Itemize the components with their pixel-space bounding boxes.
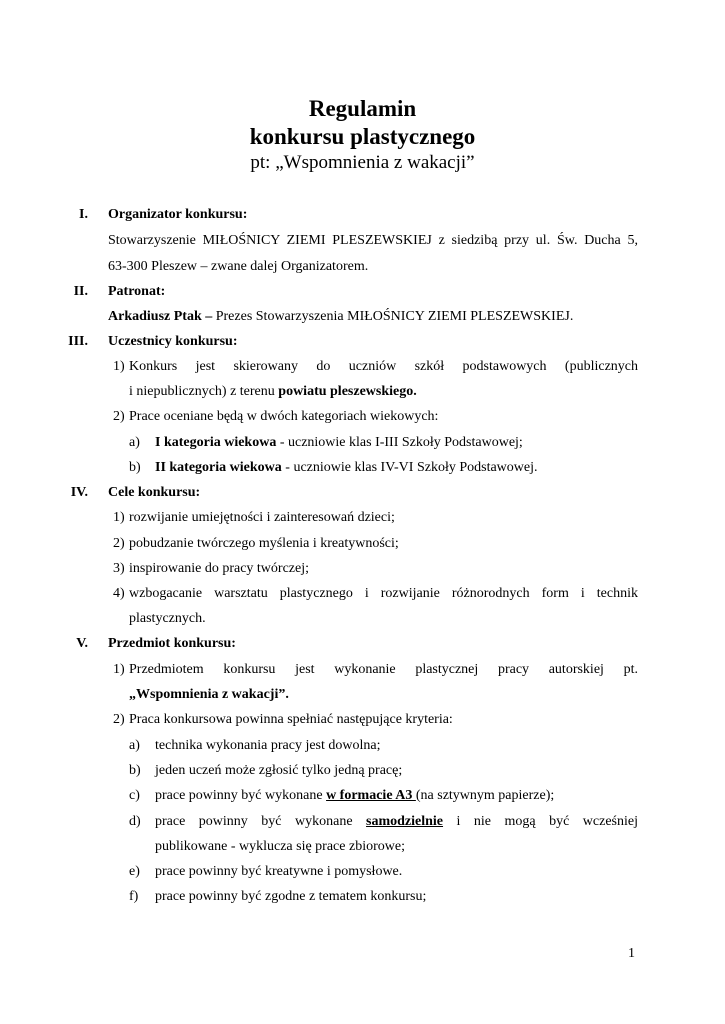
criteria-c-text-end: (na sztywnym papierze); [415, 788, 555, 803]
criteria-d [155, 813, 638, 831]
document-title: Regulamin [308, 96, 417, 121]
section-2-number: II. [73, 284, 88, 299]
section-2-patron-line [108, 308, 573, 326]
section-3-item-1-bold: powiatu pleszewskiego. [278, 384, 417, 399]
category-1-label: I kategoria wiekowa [155, 435, 277, 450]
criteria-b: jeden uczeń może zgłosić tylko jedną pracę; [155, 763, 403, 778]
section-1-line-2: 63-300 Pleszew – zwane dalej Organizatorem. [108, 259, 369, 274]
criteria-f: prace powinny być zgodne z tematem konkursu; [155, 889, 427, 904]
section-4-item-2-number: 2) [113, 536, 125, 551]
section-4-item-3-number: 3) [113, 561, 125, 576]
section-3-heading: Uczestnicy konkursu: [108, 334, 238, 349]
section-3-item-2-text: Prace oceniane będą w dwóch kategoriach wiekowych: [129, 409, 439, 424]
criteria-f-letter: f) [129, 889, 139, 904]
criteria-c-letter: c) [129, 788, 140, 803]
section-4-heading: Cele konkursu: [108, 485, 201, 500]
section-4-item-4-line-2: plastycznych. [129, 611, 206, 626]
section-1-heading: Organizator konkursu: [108, 207, 248, 222]
section-3-item-1-line-1: Konkurs jest skierowany do uczniów szkół podstawowych (publicznych [129, 359, 638, 374]
section-4-item-1-number: 1) [113, 510, 125, 525]
section-3-item-1-number: 1) [113, 359, 125, 374]
patron-name: Arkadiusz Ptak – [108, 309, 213, 324]
category-2-text: - uczniowie klas IV-VI Szkoły Podstawowej. [281, 460, 538, 475]
document-subtitle: pt: „Wspomnienia z wakacji” [250, 152, 475, 173]
section-1-number: I. [79, 207, 88, 222]
section-3-item-1-line-2 [129, 383, 417, 401]
section-4-number: IV. [70, 485, 88, 500]
section-4-item-2: pobudzanie twórczego myślenia i kreatywności; [129, 536, 399, 551]
section-3-subitem-b [155, 459, 538, 477]
section-3-subitem-a [155, 434, 523, 452]
section-5-item-2: Praca konkursowa powinna spełniać następujące kryteria: [129, 712, 453, 727]
document-title-line2: konkursu plastycznego [249, 124, 476, 149]
section-5-number: V. [76, 636, 88, 651]
criteria-d-text: prace powinny być wykonane [155, 814, 367, 829]
category-2-label: II kategoria wiekowa [155, 460, 282, 475]
section-5-heading: Przedmiot konkursu: [108, 636, 236, 651]
criteria-c [155, 787, 554, 805]
section-4-item-3: inspirowanie do pracy twórczej; [129, 561, 309, 576]
criteria-c-text: prace powinny być wykonane [155, 788, 327, 803]
section-4-item-4-line-1: wzbogacanie warsztatu plastycznego i rozwijanie różnorodnych form i technik [129, 586, 638, 601]
section-1-line-1: Stowarzyszenie MIŁOŚNICY ZIEMI PLESZEWSKIEJ z siedzibą przy ul. Św. Ducha 5, [108, 233, 638, 248]
section-2-heading: Patronat: [108, 284, 166, 299]
section-5-item-1-line-1: Przedmiotem konkursu jest wykonanie plastycznej pracy autorskiej pt. [129, 662, 638, 677]
category-1-text: - uczniowie klas I-III Szkoły Podstawowej; [276, 435, 523, 450]
criteria-e: prace powinny być kreatywne i pomysłowe. [155, 864, 403, 879]
section-4-item-1: rozwijanie umiejętności i zainteresowań dzieci; [129, 510, 395, 525]
section-3-number: III. [68, 334, 88, 349]
format-a3: w formacie A3 [326, 788, 416, 803]
independently-emphasis: samodzielnie [366, 814, 444, 829]
section-4-item-4-number: 4) [113, 586, 125, 601]
criteria-d-line-2: publikowane - wyklucza się prace zbiorowe; [155, 839, 405, 854]
section-5-item-1-number: 1) [113, 662, 125, 677]
section-3-subitem-a-letter: a) [129, 435, 140, 450]
page-number: 1 [628, 946, 635, 961]
criteria-a-letter: a) [129, 738, 140, 753]
section-5-item-2-number: 2) [113, 712, 125, 727]
criteria-e-letter: e) [129, 864, 140, 879]
criteria-a: technika wykonania pracy jest dowolna; [155, 738, 381, 753]
criteria-d-text-end: i nie mogą być wcześniej [443, 814, 638, 829]
patron-description: Prezes Stowarzyszenia MIŁOŚNICY ZIEMI PLESZEWSKIEJ. [212, 309, 574, 324]
criteria-d-letter: d) [129, 814, 141, 829]
section-3-subitem-b-letter: b) [129, 460, 141, 475]
section-3-item-2-number: 2) [113, 409, 125, 424]
contest-theme: „Wspomnienia z wakacji”. [129, 687, 289, 702]
criteria-b-letter: b) [129, 763, 141, 778]
section-3-item-1-text: i niepublicznych) z terenu [129, 384, 279, 399]
